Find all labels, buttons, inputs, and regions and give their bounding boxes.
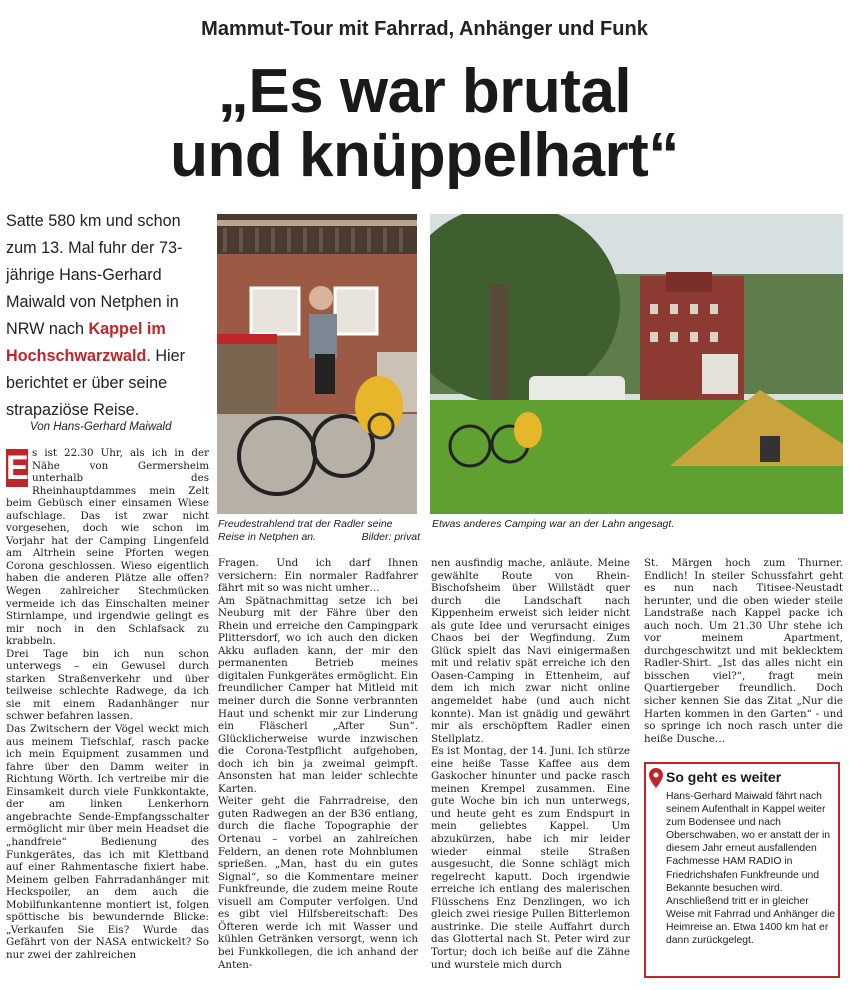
- dropcap: E: [6, 449, 29, 487]
- paragraph: St. Märgen hoch zum Thurner. Endlich! In steiler Schussfahrt geht es nun nach Titisee-Neustadt herunter, und die oben wieder steile Landstraße nach Kappel packe ich auch noch. Um 21.30 Uhr stehe ich vor meinem Apartment, durchgeschwitzt und mit beklecktem Radler-Shirt. „Ist das alles nicht ein bisschen viel?“, fragt mein Quartiergeber freundlich. Doch sicher kennen Sie das Zitat „Nur die Harten kommen in den Garten“ - und so springe ich noch rasch unter die heiße Dusche…: [644, 557, 843, 745]
- photo-camping: [430, 214, 843, 514]
- lead-text-2: . Hier berichtet er über seine strapaziöse Reise.: [6, 347, 186, 419]
- body-column-1: [6, 447, 209, 961]
- headline-line-1: „Es war brutal: [217, 57, 632, 126]
- paragraph: [6, 447, 209, 648]
- kicker: Mammut-Tour mit Fahrrad, Anhänger und Funk: [201, 18, 648, 40]
- body-column-2: [218, 557, 418, 971]
- paragraph: Fragen. Und ich darf Ihnen versichern: Ein normaler Radfahrer fährt mit so was nicht umher…: [218, 557, 418, 595]
- body-column-3: [431, 557, 630, 971]
- paragraph: Das Zwitschern der Vögel weckt mich aus meinem Tiefschlaf, rasch packe ich mein Equipment zusammen und fahre über den Damm weiter in Richtung Wörth. Ich vertreibe mir die Einsamkeit durch viele Funkkontakte, der am linken Lenkerhorn angebrachte Sende-Empfangsschalter ermöglicht mir über mein Headset die „handfreie“ Bedienung des Funkgerätes, das ich mit Klettband auf einer Rahmentasche fixiert habe. Meinem gelben Fahrradanhänger mit Heckspoiler, an dem auch die Mobilfunkantenne montiert ist, folgen spöttische bis bewundernde Blicke: „Verkaufen Sie Eis? Wurde das Gefährt von der NASA entwickelt? So nur zwei der zahlreichen: [6, 723, 209, 961]
- paragraph: Weiter geht die Fahrradreise, den guten Radwegen an der B36 entlang, durch die flache Topographie der Ortenau – vorbei an zahlreichen Feldern, an denen rote Mohnblumen sprießen. „Man, hast du ein gutes Signal“, so die Kommentare meiner Funkfreunde, die zudem meine Route visuell am Computer verfolgen. Und es gibt viel Hilfsbereitschaft: Des Öfteren werde ich mit Wasser und kühlen Getränken versorgt, wenn ich bei Funkkollegen, die ich anhand der Anten-: [218, 795, 418, 971]
- headline: [0, 57, 849, 190]
- paragraph-text: s ist 22.30 Uhr, als ich in der Nähe von Germersheim unterhalb des Rheinhauptdammes mein Zelt beim Gebüsch einer einsamen Wiese aufschlage. Das ist zwar nicht vorgesehen, doch wie schon im Vorjahr hat der Camping Lingenfeld am Altrhein seine Pforten wegen Corona geschlossen. Wieso eigentlich haben die anderen Plätze alle offen? Wegen zahlreicher Stechmücken vermeide ich das Einschalten meiner Stirnlampe, und irgendwie gelingt es mir noch in den Schlafsack zu krabbeln.: [6, 447, 209, 648]
- lead-paragraph: [6, 208, 210, 424]
- paragraph: nen ausfindig mache, anläute. Meine gewählte Route von Rhein-Bischofsheim über Willstädt quer durch die Landschaft nach Kippenheim erweist sich leider nicht als gute Idee und verursacht einiges Chaos bei der Wegfindung. Zum Glück spielt das Navi einigermaßen mit und relativ spät erreiche ich den Oasen-Camping in Ettenheim, auf dem ich mich zwar nicht online angemeldet habe (und auch nicht konnte). Man ist gnädig und gewährt mir als erschöpftem Radler einen Stellplatz.: [431, 557, 630, 745]
- caption-camping: Etwas anderes Camping war an der Lahn angesagt.: [432, 518, 675, 530]
- body-column-4: [644, 557, 843, 745]
- paragraph: Es ist Montag, der 14. Juni. Ich stürze eine heiße Tasse Kaffee aus dem Gaskocher hinunter und packe rasch meinen Krempel zusammen. Eine gute Woche bin ich nun unterwegs, und heute geht es zum Endspurt in mein geliebtes Kappel. Um abzukürzen, habe ich mir leider wieder einmal steile Straßen ausgesucht, die Sonne schlägt mich regelrecht kaputt. Doch irgendwie erreiche ich entlang des malerischen Flüsschens Enz Denzlingen, wo ich gleich zwei riesige Pullen Bitterlemon austrinke. Die steile Auffahrt durch das Glottertal nach St. Peter wird zur Tortur; doch ich beiße auf die Zähne und wurstele mich durch: [431, 745, 630, 971]
- lead-highlight: Kappel im Hochschwarzwald: [6, 320, 166, 365]
- location-pin-icon: [649, 768, 663, 788]
- photo-cyclist: [217, 214, 417, 514]
- paragraph: Am Spätnachmittag setze ich bei Neuburg mit der Fähre über den Rhein und erreiche den Campingpark Plittersdorf, wo ich auch den dicken Akku aufladen kann, der mir den permanenten Betrieb meines digitalen Funkgerätes ermöglicht. Ein freundlicher Camper hat Mitleid mit meiner durch die Sonne verbrannten Haut und schenkt mir zur Linderung ein Fläscherl „After Sun“. Glücklicherweise wurde inzwischen die Corona-Testpflicht aufgehoben, doch ich bin ja zweimal geimpft. Ansonsten hat man leider schlechte Karten.: [218, 594, 418, 795]
- lead-text-1: Satte 580 km und schon zum 13. Mal fuhr der 73-jährige Hans-Gerhard Maiwald von Netphen in NRW nach: [6, 212, 183, 338]
- caption-cyclist-text: Freudestrahlend trat der Radler seine Reise in Netphen an.: [218, 518, 393, 543]
- photo-credit: Bilder: privat: [361, 531, 420, 543]
- paragraph: Drei Tage bin ich nun schon unterwegs – ein Gewusel durch starken Straßenverkehr und über teilweise schlechte Radwege, da ich sie mit einem Radanhänger nur schwer befahren lassen.: [6, 647, 209, 723]
- info-box: [644, 762, 840, 978]
- info-box-body: Hans-Gerhard Maiwald fährt nach seinem Aufenthalt in Kappel weiter zum Bodensee und nach Oberschwaben, wo er anstatt der in diesem Jahr erneut ausfallenden Fachmesse HAM RADIO in Friedrichshafen Funkfreunde und Bekannte besuchen wird. Anschließend tritt er in gleicher Weise mit Fahrrad und Anhänger die Heimreise an. Etwa 1400 km hat er dann zurückgelegt.: [666, 791, 836, 947]
- info-box-title: So geht es weiter: [666, 769, 782, 785]
- byline: Von Hans-Gerhard Maiwald: [30, 421, 172, 433]
- headline-line-2: und knüppelhart“: [170, 121, 679, 190]
